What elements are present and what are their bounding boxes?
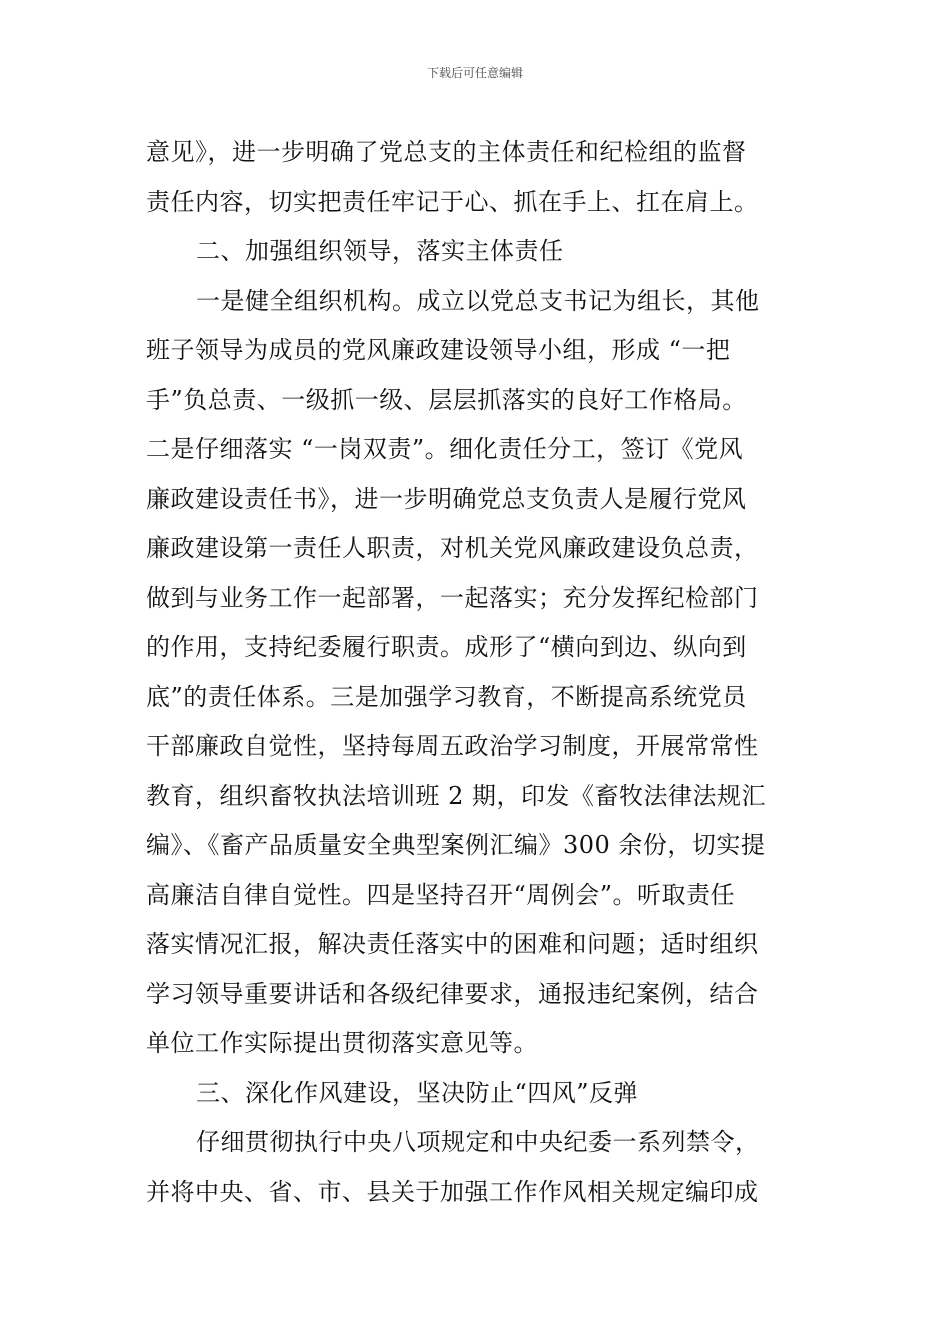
page-header: 下载后可任意编辑 bbox=[426, 66, 523, 80]
text-line: 落实情况汇报，解决责任落实中的困难和问题；适时组织 bbox=[146, 930, 759, 958]
text-line: 高廉洁自律自觉性。四是坚持召开“周例会”。听取责任 bbox=[146, 880, 736, 909]
section-heading-2: 二、加强组织领导，落实主体责任 bbox=[196, 237, 564, 265]
text-line: 并将中央、省、市、县关于加强工作作风相关规定编印成 bbox=[146, 1177, 759, 1206]
text-line: 班子领导为成员的党风廉政建设领导小组，形成 “一把 bbox=[146, 336, 731, 364]
text-line: 责任内容，切实把责任牢记于心、抓在手上、扛在肩上。 bbox=[146, 187, 759, 216]
section-heading-3: 三、深化作风建设，坚决防止“四风”反弹 bbox=[196, 1078, 639, 1107]
text-line: 做到与业务工作一起部署，一起落实；充分发挥纪检部门 bbox=[146, 583, 759, 612]
text-line: 意见》，进一步明确了党总支的主体责任和纪检组的监督 bbox=[146, 138, 747, 166]
text-line: 单位工作实际提出贯彻落实意见等。 bbox=[146, 1029, 538, 1057]
text-line: 底”的责任体系。三是加强学习教育，不断提高系统党员 bbox=[146, 682, 747, 711]
text-line: 编》、《畜产品质量安全典型案例汇编》300 余份，切实提 bbox=[146, 831, 766, 859]
text-line: 学习领导重要讲话和各级纪律要求，通报违纪案例，结合 bbox=[146, 979, 759, 1008]
text-line: 的作用，支持纪委履行职责。成形了“横向到边、纵向到 bbox=[146, 633, 747, 661]
text-line: 仔细贯彻执行中央八项规定和中央纪委一系列禁令， bbox=[196, 1128, 760, 1156]
text-line: 教育，组织畜牧执法培训班 2 期，印发《畜牧法律法规汇 bbox=[146, 781, 767, 810]
text-line: 一是健全组织机构。成立以党总支书记为组长，其他 bbox=[196, 286, 760, 315]
text-line: 干部廉政自觉性，坚持每周五政治学习制度，开展常常性 bbox=[146, 732, 759, 760]
text-line: 二是仔细落实 “一岗双责”。细化责任分工，签订《党风 bbox=[146, 435, 744, 463]
text-line: 手”负总责、一级抓一级、层层抓落实的良好工作格局。 bbox=[146, 385, 747, 414]
text-line: 廉政建设责任书》，进一步明确党总支负责人是履行党风 bbox=[146, 484, 747, 513]
text-line: 廉政建设第一责任人职责，对机关党风廉政建设负总责， bbox=[146, 534, 759, 562]
body-text bbox=[146, 128, 810, 1217]
